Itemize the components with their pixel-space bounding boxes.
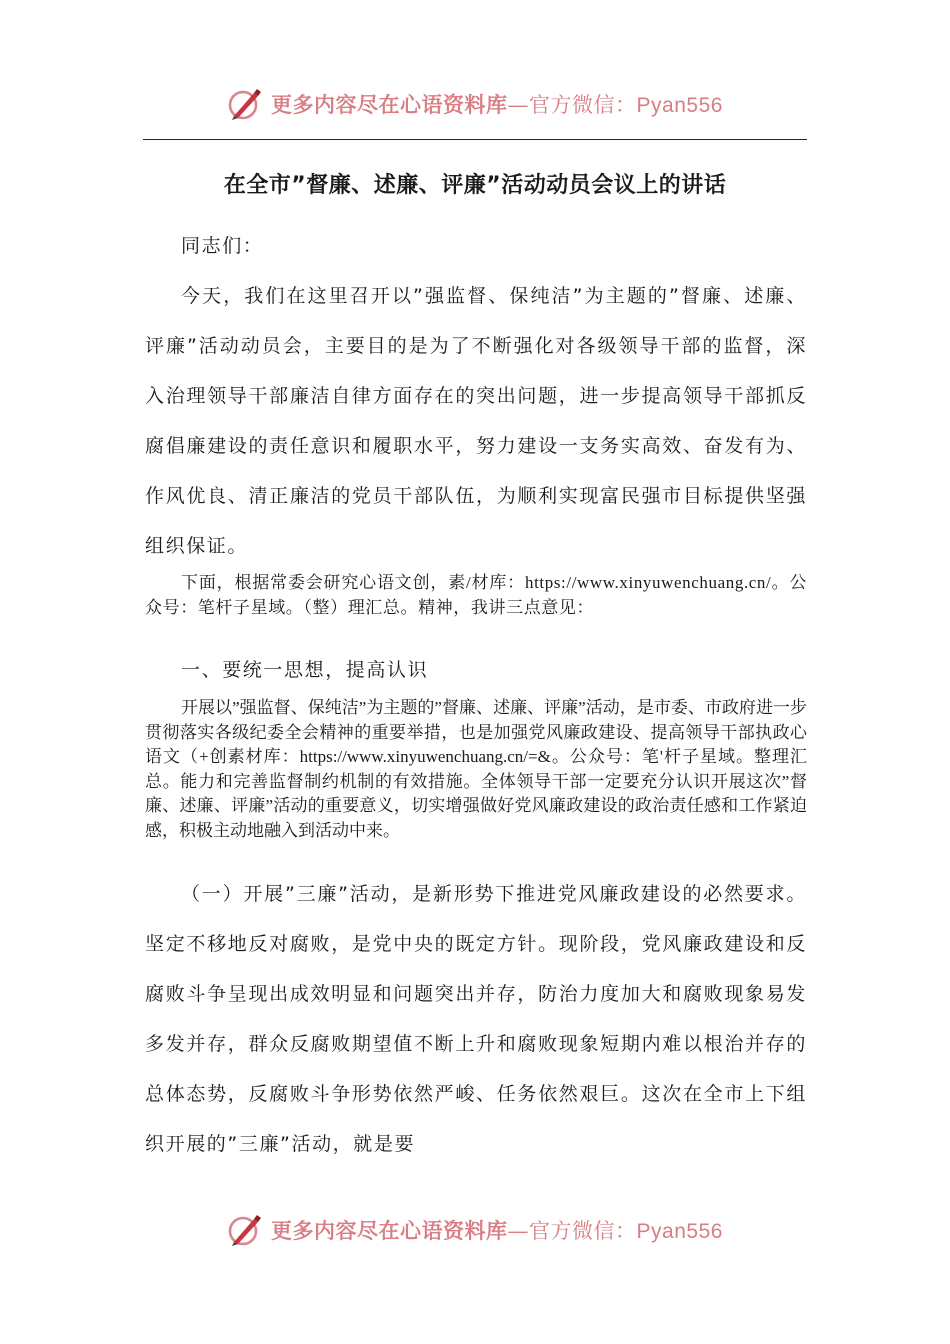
pen-logo-icon — [227, 86, 263, 122]
banner-wechat-id: Pyan556 — [636, 1220, 723, 1243]
paragraph-intro: 今天，我们在这里召开以”强监督、保纯洁”为主题的”督廉、述廉、评廉”活动动员会，主要目的是为了不断强化对各级领导干部的监督，深入治理领导干部廉洁自律方面存在的突出问题，进一步提高领导干部抓反腐倡廉建设的责任意识和履职水平，努力建设一支务实高效、奋发有为、作风优良、清正廉洁的党员干部队伍，为顺利实现富民强市目标提供坚强组织保证。 — [145, 285, 807, 557]
section-heading-1: 一、要统一思想，提高认识 — [181, 659, 429, 681]
banner-wechat-label: 官方微信： — [529, 93, 637, 117]
banner-separator: — — [507, 1219, 530, 1243]
banner-text — [271, 1215, 723, 1245]
document-title: 在全市”督廉、述廉、评廉”活动动员会议上的讲话 — [223, 173, 727, 198]
paragraph-section-1: 开展以”强监督、保纯洁”为主题的”督廉、述廉、评廉”活动，是市委、市政府进一步贯彻落实各级纪委全会精神的重要举措，也是加强党风廉政建设、提高领导干部执政心语文（+创素材库：https://www.xinyuwenchuang.cn/=&。公众号：笔'杆子星域。整理汇总。能力和完善监督制约机制的有效措施。全体领导干部一定要充分认识开展这次”督廉、述廉、评廉”活动的重要意义，切实增强做好党风廉政建设的政治责任感和工作紧迫感，积极主动地融入到活动中来。 — [145, 698, 807, 840]
banner-brand: 更多内容尽在心语资料库 — [271, 92, 508, 117]
paragraph-subsection-1: （一）开展”三廉”活动，是新形势下推进党风廉政建设的必然要求。坚定不移地反对腐败，是党中央的既定方针。现阶段，党风廉政建设和反腐败斗争呈现出成效明显和问题突出并存，防治力度加大和腐败现象易发多发并存，群众反腐败期望值不断上升和腐败现象短期内难以根治并存的总体态势，反腐败斗争形势依然严峻、任务依然艰巨。这次在全市上下组织开展的”三廉”活动，就是要 — [145, 883, 807, 1155]
footer-banner — [0, 1208, 950, 1252]
header-banner — [0, 82, 950, 126]
banner-wechat-id: Pyan556 — [636, 94, 723, 117]
banner-separator: — — [507, 93, 530, 117]
paragraph-outline: 下面，根据常委会研究心语文创，素/材库：https://www.xinyuwenchuang.cn/。公众号：笔杆子星域。（整）理汇总。精神，我讲三点意见： — [145, 573, 807, 617]
banner-wechat-label: 官方微信： — [529, 1219, 637, 1243]
pen-logo-icon — [227, 1212, 263, 1248]
banner-text — [271, 89, 723, 119]
banner-brand: 更多内容尽在心语资料库 — [271, 1218, 508, 1243]
header-divider — [143, 139, 807, 140]
salutation: 同志们： — [181, 235, 264, 257]
